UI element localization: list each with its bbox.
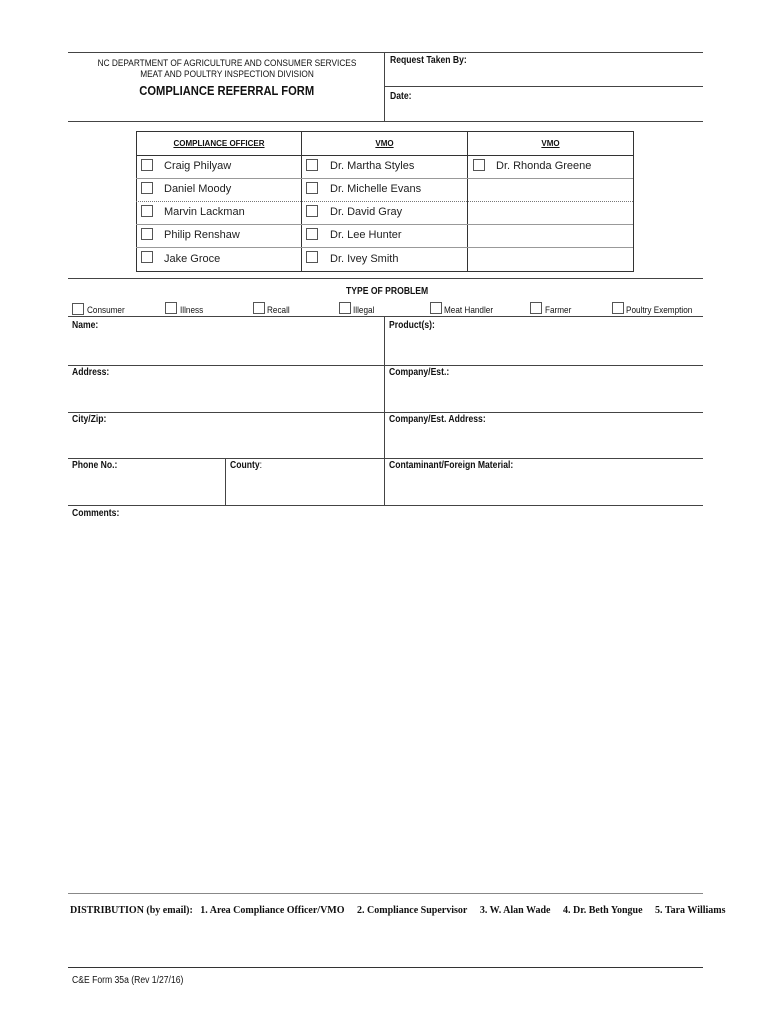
vmo-checkbox-martha-styles[interactable] [306,159,318,171]
problem-checkbox-poultry-exemption[interactable] [612,302,624,314]
officer-name: Craig Philyaw [164,160,232,172]
request-taken-by-label: Request Taken By: [390,55,467,66]
vmo-checkbox-lee-hunter[interactable] [306,228,318,240]
request-taken-by-field[interactable] [440,55,700,83]
problem-label-meat-handler: Meat Handler [444,305,494,316]
header-bottom-rule [68,121,703,122]
request-date-divider [384,86,703,87]
vmo-name: Dr. Rhonda Greene [496,160,592,172]
header-divider [384,52,385,122]
officer-name: Philip Renshaw [164,229,240,241]
distribution-rule [68,893,703,894]
vmo-name: Dr. Lee Hunter [330,229,402,241]
officer-checkbox-jake-groce[interactable] [141,251,153,263]
phone-label: Phone No.: [72,460,118,471]
name-field[interactable] [70,333,380,363]
officer-checkbox-philip-renshaw[interactable] [141,228,153,240]
officer-name: Daniel Moody [164,183,232,195]
footer-rule [68,967,703,968]
column-header-vmo-2: VMO [541,139,560,148]
officer-row-rule [136,201,633,202]
fields-center-divider [384,316,385,506]
date-field[interactable] [420,88,700,118]
officer-row-rule [136,247,633,248]
vmo-checkbox-ivey-smith[interactable] [306,251,318,263]
distribution-item: 5. Tara Williams [655,905,726,916]
company-est-label: Company/Est.: [389,367,450,378]
county-label-colon: : [259,460,263,471]
comments-label: Comments: [72,508,120,519]
city-zip-field[interactable] [70,427,380,456]
date-label: Date: [390,91,412,102]
form-title [77,83,377,98]
problem-checkbox-consumer[interactable] [72,303,84,315]
county-field[interactable] [228,473,380,503]
vmo-checkbox-rhonda-greene[interactable] [473,159,485,171]
address-label: Address: [72,367,110,378]
fields-top-rule [68,316,703,317]
name-label: Name: [72,320,99,331]
officer-checkbox-marvin-lackman[interactable] [141,205,153,217]
officer-name: Jake Groce [164,253,221,265]
problem-checkbox-recall[interactable] [253,302,265,314]
type-of-problem-heading: TYPE OF PROBLEM [346,286,429,297]
vmo-checkbox-david-gray[interactable] [306,205,318,217]
form-id: C&E Form 35a (Rev 1/27/16) [72,975,184,986]
problem-label-illness: Illness [180,305,204,316]
fields-row-rule [68,458,703,459]
division-line: MEAT AND POULTRY INSPECTION DIVISION [140,69,314,79]
phone-field[interactable] [70,473,222,503]
vmo-name: Dr. Ivey Smith [330,253,399,265]
distribution-item: 4. Dr. Beth Yongue [563,905,643,916]
contaminant-field[interactable] [387,473,699,503]
vmo-name: Dr. David Gray [330,206,403,218]
products-label: Product(s): [389,320,435,331]
problem-label-farmer: Farmer [545,305,572,316]
distribution-intro: DISTRIBUTION (by email): [70,905,193,916]
distribution-item: 1. Area Compliance Officer/VMO [200,905,345,916]
comments-field[interactable] [70,522,700,887]
problem-checkbox-meat-handler[interactable] [430,302,442,314]
form-title-text: COMPLIANCE REFERRAL FORM [139,83,315,98]
problem-label-consumer: Consumer [87,305,125,316]
department-line: NC DEPARTMENT OF AGRICULTURE AND CONSUMER SERVICES [97,58,357,68]
fields-bottom-rule [68,505,703,506]
problem-section-rule [68,278,703,279]
distribution-item: 3. W. Alan Wade [479,905,551,916]
county-label [230,460,262,471]
problem-label-poultry-exemption: Poultry Exemption [626,305,693,316]
header-top-rule [68,52,703,53]
fields-row-rule [68,412,703,413]
city-zip-label: City/Zip: [72,414,107,425]
company-est-address-label: Company/Est. Address: [389,414,486,425]
officer-checkbox-daniel-moody[interactable] [141,182,153,194]
company-est-address-field[interactable] [387,427,699,456]
column-header-compliance-officer: COMPLIANCE OFFICER [173,139,265,148]
vmo-name: Dr. Michelle Evans [330,183,422,195]
fields-row-rule [68,365,703,366]
officer-row-rule [136,178,633,179]
contaminant-label: Contaminant/Foreign Material: [389,460,514,471]
county-label-text: County [230,460,260,471]
column-header-vmo-1: VMO [375,139,394,148]
problem-label-recall: Recall [267,305,290,316]
distribution-line [70,905,726,916]
problem-checkbox-farmer[interactable] [530,302,542,314]
address-field[interactable] [70,380,380,410]
officer-row-rule [136,224,633,225]
company-est-field[interactable] [387,380,699,410]
problem-checkbox-illegal[interactable] [339,302,351,314]
vmo-name: Dr. Martha Styles [330,160,415,172]
officer-name: Marvin Lackman [164,206,245,218]
phone-county-divider [225,458,226,506]
officer-table-header-rule [136,155,633,156]
vmo-checkbox-michelle-evans[interactable] [306,182,318,194]
distribution-item: 2. Compliance Supervisor [357,905,468,916]
problem-label-illegal: Illegal [353,305,375,316]
officer-checkbox-craig-philyaw[interactable] [141,159,153,171]
products-field[interactable] [387,333,699,363]
problem-checkbox-illness[interactable] [165,302,177,314]
